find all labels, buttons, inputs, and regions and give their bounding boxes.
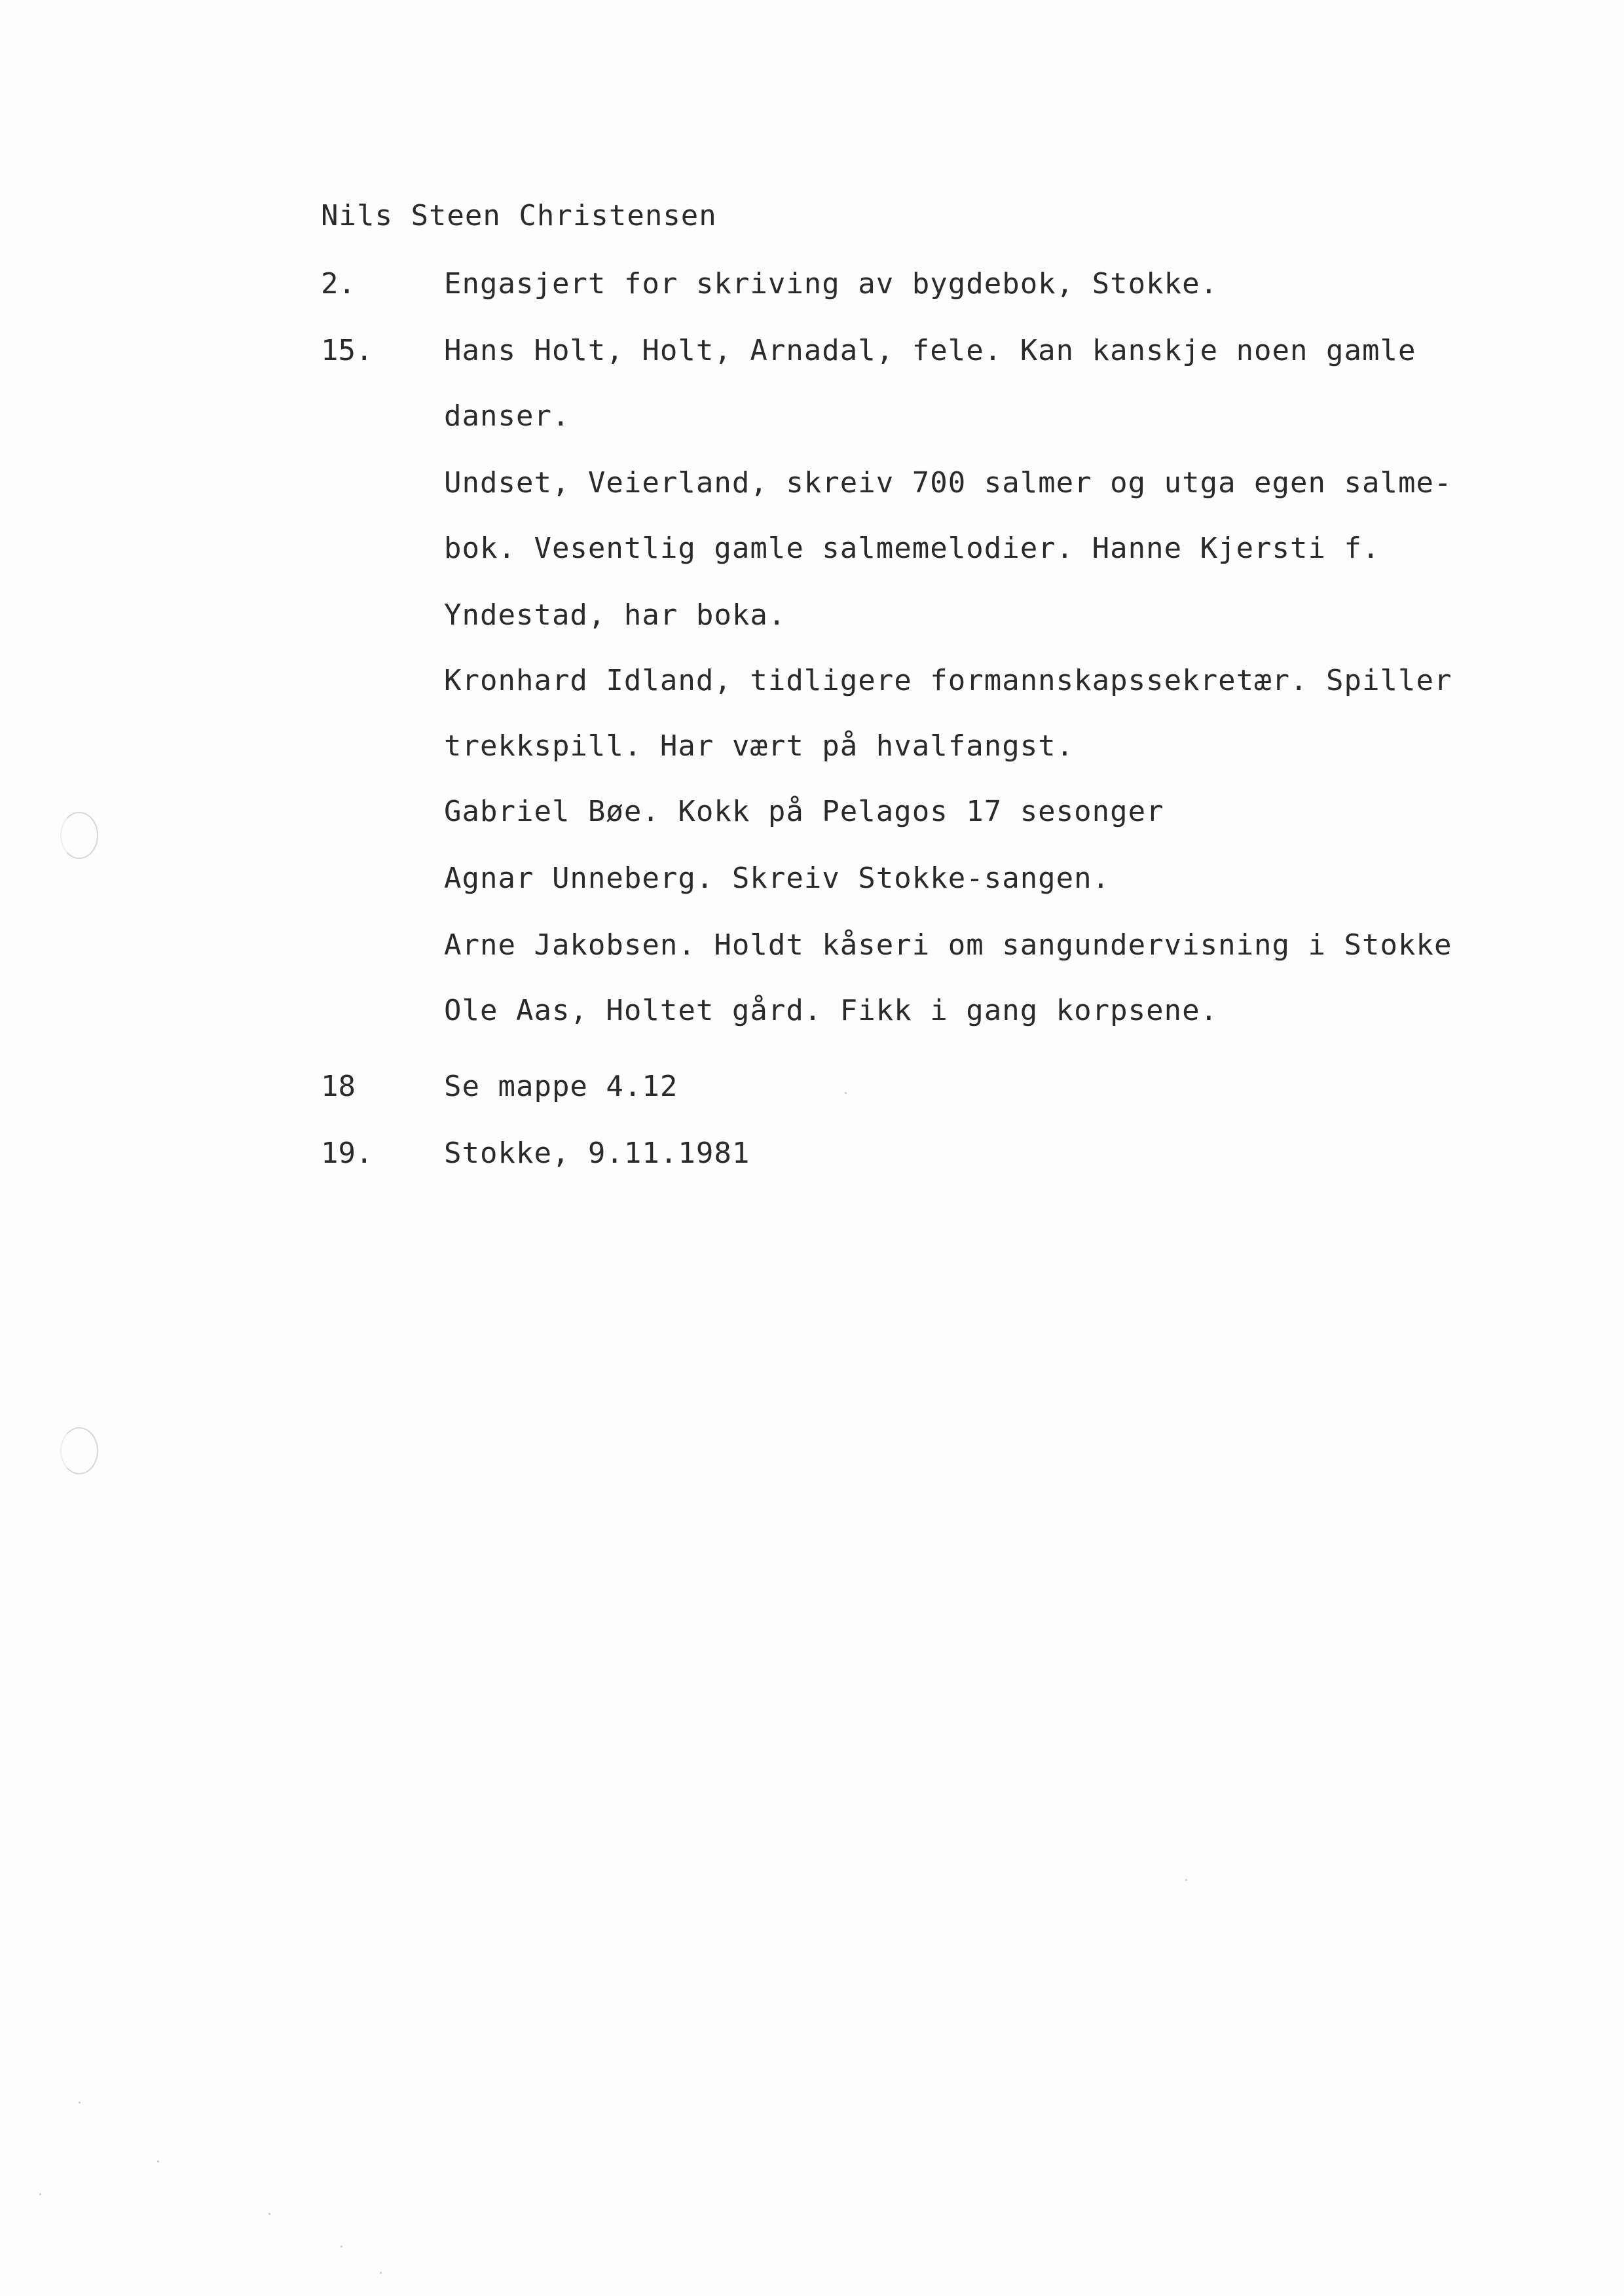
- entry-number: 19.: [321, 1137, 373, 1170]
- entry-line: Arne Jakobsen. Holdt kåseri om sangundervisning i Stokke: [444, 928, 1452, 962]
- entry-line: Undset, Veierland, skreiv 700 salmer og utga egen salme-: [444, 466, 1452, 500]
- entry-line: Gabriel Bøe. Kokk på Pelagos 17 sesonger: [444, 795, 1164, 828]
- punch-hole: [60, 1427, 98, 1474]
- entry-line: trekkspill. Har vært på hvalfangst.: [444, 729, 1075, 763]
- scan-speck: [157, 2160, 159, 2162]
- entry-line: Engasjert for skriving av bygdebok, Stokke.: [444, 267, 1219, 301]
- scan-speck: [268, 2213, 270, 2215]
- scan-speck: [341, 2246, 342, 2248]
- scan-speck: [39, 2193, 41, 2195]
- entry-line: danser.: [444, 399, 570, 433]
- entry-line: Hans Holt, Holt, Arnadal, fele. Kan kanskje noen gamle: [444, 334, 1416, 367]
- scan-speck: [845, 1092, 847, 1094]
- entry-number: 2.: [321, 267, 356, 301]
- punch-hole: [60, 812, 98, 859]
- entry-line: Stokke, 9.11.1981: [444, 1137, 750, 1170]
- entry-line: Se mappe 4.12: [444, 1070, 678, 1103]
- entry-number: 15.: [321, 334, 373, 367]
- scan-speck: [1185, 1879, 1187, 1881]
- entry-line: Ole Aas, Holtet gård. Fikk i gang korpsene.: [444, 994, 1219, 1027]
- entry-line: Agnar Unneberg. Skreiv Stokke-sangen.: [444, 862, 1111, 895]
- entry-line: Yndestad, har boka.: [444, 598, 786, 632]
- scan-speck: [380, 2272, 382, 2274]
- document-title: Nils Steen Christensen: [321, 199, 717, 232]
- entry-line: Kronhard Idland, tidligere formannskapssekretær. Spiller: [444, 664, 1452, 697]
- scan-speck: [79, 2102, 81, 2104]
- entry-number: 18: [321, 1070, 356, 1103]
- entry-line: bok. Vesentlig gamle salmemelodier. Hanne Kjersti f.: [444, 532, 1380, 565]
